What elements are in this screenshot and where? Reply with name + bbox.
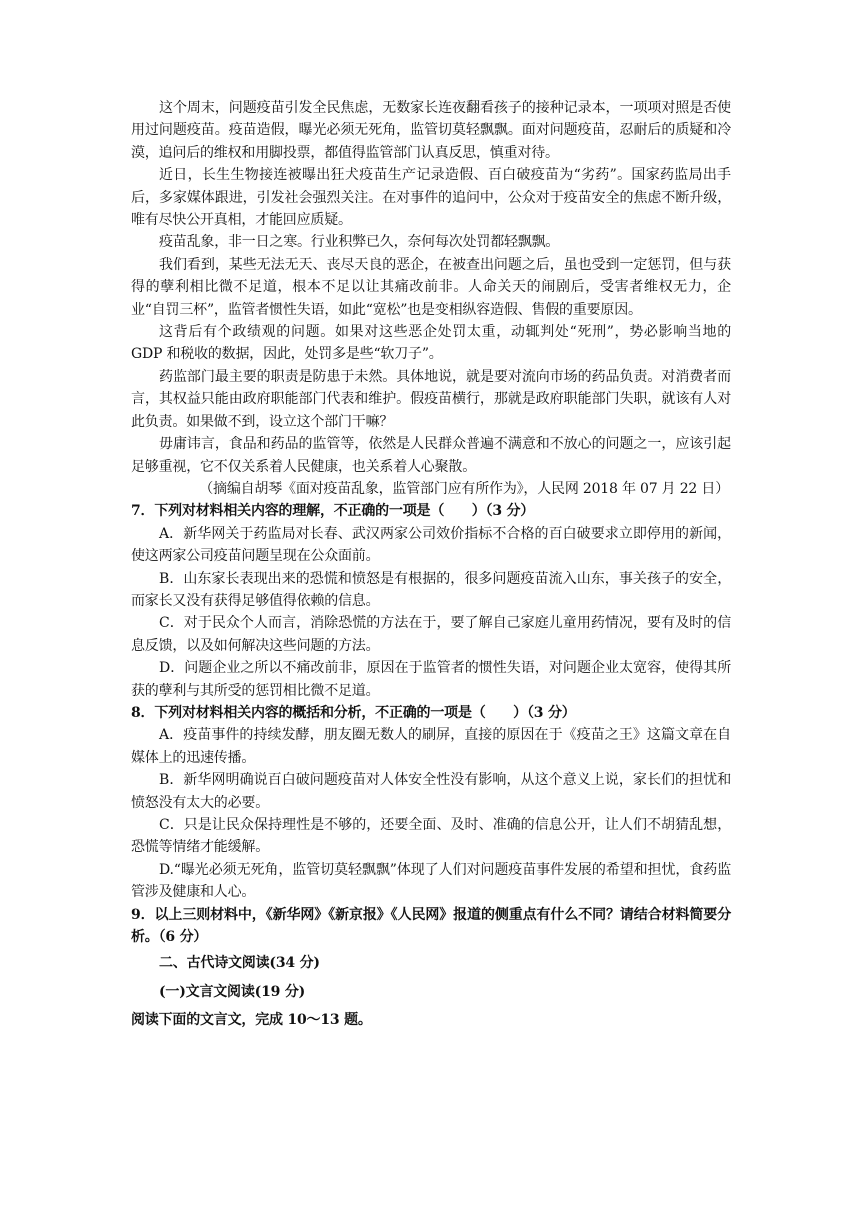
option-a: A．新华网关于药监局对长春、武汉两家公司效价指标不合格的百白破要求立即停用的新闻，使这两家公司疫苗问题呈现在公众面前。 (131, 525, 731, 565)
question-9 (131, 904, 731, 949)
article-paragraph: 这背后有个政绩观的问题。如果对这些恶企处罚太重，动辄判处“死刑”，势必影响当地的 GDP 和税收的数据，因此，处罚多是些“软刀子”。 (131, 324, 731, 363)
option-c: C．对于民众个人而言，消除恐慌的方法在于，要了解自己家庭儿童用药情况，要有及时的信息反馈，以及如何解决这些问题的方法。 (131, 615, 731, 654)
article-text (131, 97, 731, 500)
option-b: B．山东家长表现出来的恐慌和愤怒是有根据的，很多问题疫苗流入山东，事关孩子的安全，而家长又没有获得足够值得依赖的信息。 (131, 570, 731, 609)
question-8 (131, 702, 731, 904)
question-stem: 8．下列对材料相关内容的概括和分析，不正确的一项是（ ）（3 分） (131, 704, 576, 721)
article-paragraph: 毋庸讳言，食品和药品的监管等，依然是人民群众普遍不满意和不放心的问题之一，应该引起足够重视，它不仅关系着人民健康，也关系着人心聚散。 (131, 436, 731, 475)
article-paragraph: 这个周末，问题疫苗引发全民焦虑，无数家长连夜翻看孩子的接种记录本，一项项对照是否使用过问题疫苗。疫苗造假，曝光必须无死角，监管切莫轻飘飘。面对问题疫苗，忍耐后的质疑和冷漠，追问后的维权和用脚投票，都值得监管部门认真反思，慎重对待。 (131, 100, 731, 161)
option-b: B．新华网明确说百白破问题疫苗对人体安全性没有影响，从这个意义上说，家长们的担忧和愤怒没有太大的必要。 (131, 772, 731, 811)
option-a: A．疫苗事件的持续发酵，朋友圈无数人的刷屏，直接的原因在于《疫苗之王》这篇文章在自媒体上的迅速传播。 (131, 727, 731, 766)
article-paragraph: 疫苗乱象，非一日之寒。行业积弊已久，奈何每次处罚都轻飘飘。 (159, 234, 560, 251)
question-7 (131, 500, 731, 702)
section-title: 二、古代诗文阅读(34 分) (159, 955, 320, 972)
option-d: D.“曝光必须无死角，监管切莫轻飘飘”体现了人们对问题疫苗事件发展的希望和担忧，食药监管涉及健康和人心。 (131, 861, 731, 901)
subsection-title: (一)文言文阅读(19 分) (159, 983, 306, 1000)
option-c: C．只是让民众保持理性是不够的，还要全面、及时、准确的信息公开，让人们不胡猜乱想，恐慌等情绪才能缓解。 (131, 817, 731, 856)
question-stem: 7．下列对材料相关内容的理解，不正确的一项是（ ）（3 分） (131, 503, 535, 520)
article-paragraph: 药监部门最主要的职责是防患于未然。具体地说，就是要对流向市场的药品负责。对消费者而言，其权益只能由政府职能部门代表和维护。假疫苗横行，那就是政府职能部门失职，就该有人对此负责。如果做不到，设立这个部门干嘛？ (131, 368, 731, 430)
article-paragraph: 近日，长生生物接连被曝出狂犬疫苗生产记录造假、百白破疫苗为“劣药”。国家药监局出手后，多家媒体跟进，引发社会强烈关注。在对事件的追问中，公众对于疫苗安全的焦虑不断升级，唯有尽快公开真相，才能回应质疑。 (131, 167, 731, 229)
option-d: D．问题企业之所以不痛改前非，原因在于监管者的惯性失语，对问题企业太宽容，使得其所获的孽利与其所受的惩罚相比微不足道。 (131, 660, 731, 699)
article-citation: （摘编自胡琴《面对疫苗乱象，监管部门应有所作为》，人民网 2018 年 07 月 22 日） (199, 480, 729, 497)
reading-instruction: 阅读下面的文言文，完成 10～13 题。 (131, 1012, 372, 1029)
question-stem: 9．以上三则材料中，《新华网》《新京报》《人民网》报道的侧重点有什么不同？请结合材料简要分析。（6 分） (131, 906, 731, 946)
article-paragraph: 我们看到，某些无法无天、丧尽天良的恶企，在被查出问题之后，虽也受到一定惩罚，但与获得的孽利相比微不足道，根本不足以让其痛改前非。人命关天的闹剧后，受害者维权无力，企业“自罚三杯”，监管者惯性失语，如此“宽松”也是变相纵容造假、售假的重要原因。 (131, 256, 731, 318)
document-body (131, 97, 731, 1032)
